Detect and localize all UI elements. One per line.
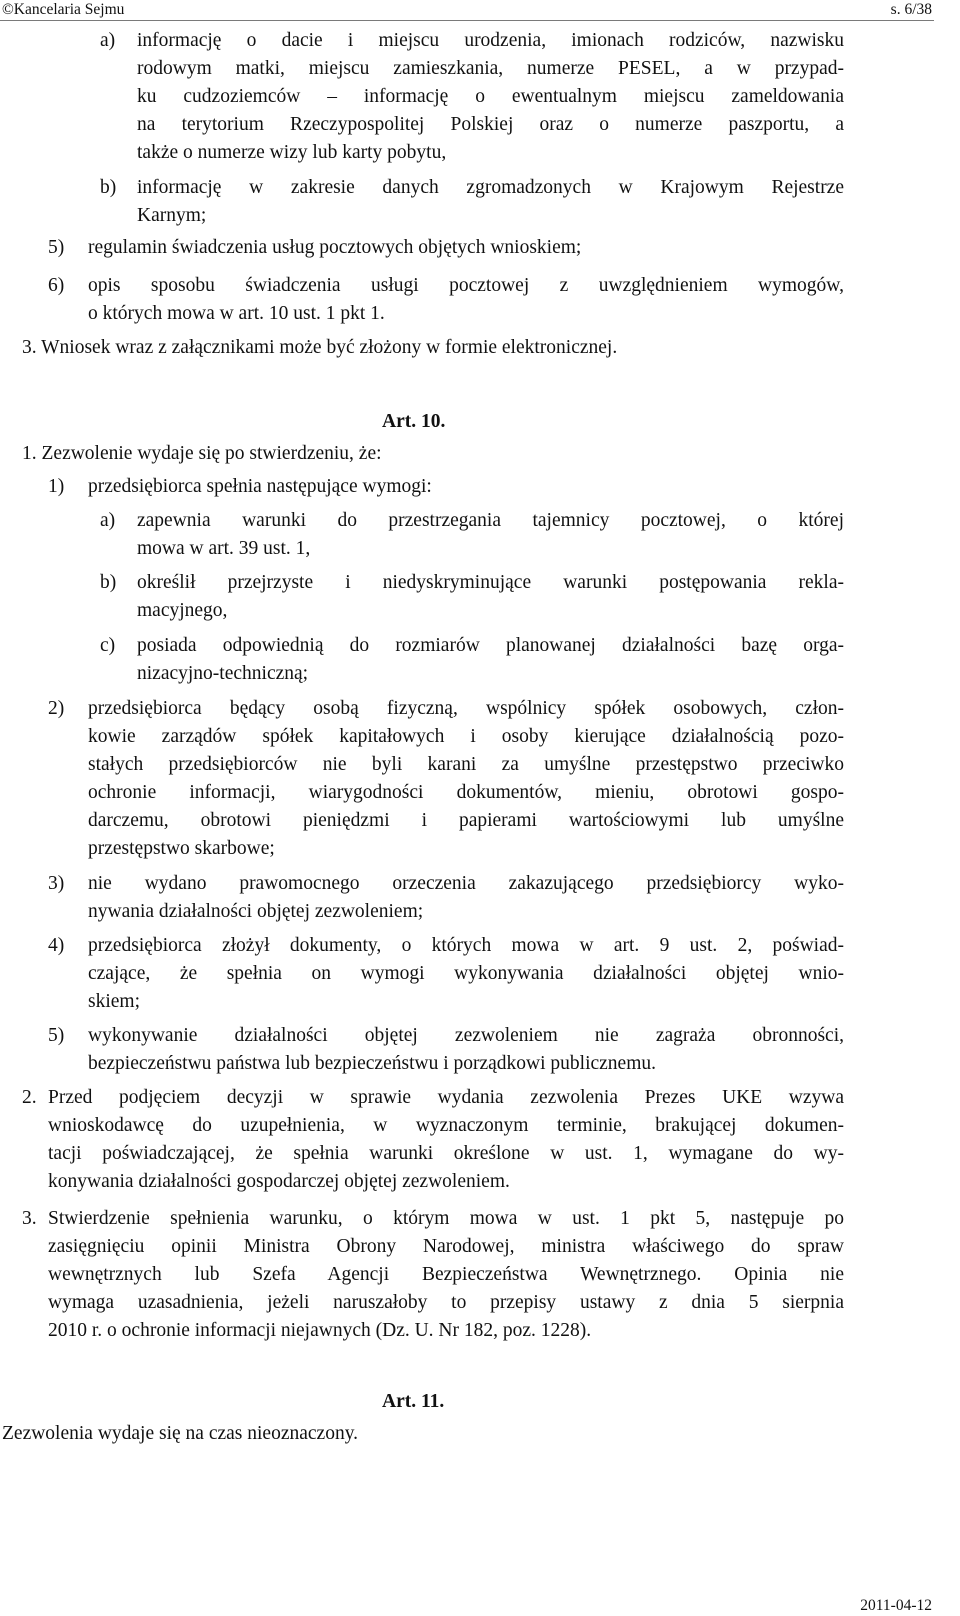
- art10-point-1-label: 1): [48, 476, 65, 497]
- art10-point-1-text: przedsiębiorca spełnia następujące wymogi:: [88, 476, 432, 497]
- art10-point-2-text: przedsiębiorca będący osobą fizyczną, wspólnicy spółek osobowych, człon- kowie zarządów spółek kapitałowych i osoby kierujące działalnością pozo- stałych przedsiębiorców nie byli karani za umyślne przestępstwo przeciwko ochronie informacji, wiarygodności dokumentów, mieniu, obrotowi gospo- darczemu, obrotowi pieniędzmi i papierami wartościowymi lub umyślne przestępstwo skarbowe;: [88, 698, 844, 859]
- art10-paragraph-3-label: 3.: [22, 1208, 37, 1229]
- art10-paragraph-3-text: Stwierdzenie spełnienia warunku, o którym mowa w ust. 1 pkt 5, następuje po zasięgnięciu opinii Ministra Obrony Narodowej, ministra właściwego do spraw wewnętrznych lub Szefa Agencji Bezpieczeństwa Wewnętrznego. Opinia nie wymaga uzasadnienia, jeżeli naruszałoby to przepisy ustawy z dnia 5 sierpnia 2010 r. o ochronie informacji niejawnych (Dz. U. Nr 182, poz. 1228).: [48, 1208, 844, 1341]
- article-11-title: Art. 11.: [382, 1391, 445, 1412]
- art10-item-a-label: a): [100, 510, 116, 531]
- paragraph-3: 3. Wniosek wraz z załącznikami może być złożony w formie elektronicznej.: [22, 337, 618, 358]
- art10-item-c-text: posiada odpowiednią do rozmiarów planowanej działalności bazę orga- nizacyjno-techniczną;: [137, 635, 844, 684]
- point-5-text: regulamin świadczenia usług pocztowych objętych wnioskiem;: [88, 237, 582, 258]
- art10-point-5-label: 5): [48, 1025, 65, 1046]
- art10-item-b-text: określił przejrzyste i niedyskryminujące warunki postępowania rekla- macyjnego,: [137, 572, 844, 621]
- art10-item-a-text: zapewnia warunki do przestrzegania tajemnicy pocztowej, o której mowa w art. 39 ust. 1,: [137, 510, 844, 559]
- art10-paragraph-2-label: 2.: [22, 1087, 37, 1108]
- art10-paragraph-2-text: Przed podjęciem decyzji w sprawie wydania zezwolenia Prezes UKE wzywa wnioskodawcę do uzupełnienia, w wyznaczonym terminie, brakującej dokumen- tacji poświadczającej, że spełnia warunki określone w ust. 1, wymagane do wy- konywania działalności gospodarczej objętej zezwoleniem.: [48, 1087, 844, 1192]
- art10-item-b-label: b): [100, 572, 117, 593]
- art10-paragraph-1: 1. Zezwolenie wydaje się po stwierdzeniu, że:: [22, 443, 382, 464]
- header-page-number: s. 6/38: [890, 1, 932, 18]
- header-divider: [0, 20, 934, 21]
- art10-point-2-label: 2): [48, 698, 65, 719]
- item-b-text: informację w zakresie danych zgromadzonych w Krajowym Rejestrze Karnym;: [137, 177, 844, 226]
- point-6-text: opis sposobu świadczenia usługi pocztowej z uwzględnieniem wymogów, o których mowa w art. 10 ust. 1 pkt 1.: [88, 275, 844, 324]
- item-b-label: b): [100, 177, 117, 198]
- point-6-label: 6): [48, 275, 65, 296]
- art10-point-3-label: 3): [48, 873, 65, 894]
- art10-point-5-text: wykonywanie działalności objętej zezwoleniem nie zagraża obronności, bezpieczeństwu państwa lub bezpieczeństwu i porządkowi publicznemu.: [88, 1025, 844, 1074]
- art10-point-4-label: 4): [48, 935, 65, 956]
- footer-date: 2011-04-12: [860, 1597, 932, 1614]
- item-a-text: informację o dacie i miejscu urodzenia, imionach rodziców, nazwisku rodowym matki, miejscu zamieszkania, numerze PESEL, a w przypad- ku cudzoziemców – informację o ewentualnym miejscu zameldowania na terytorium Rzeczypospolitej Polskiej oraz o numerze paszportu, a także o numerze wizy lub karty pobytu,: [137, 30, 844, 163]
- item-a-label: a): [100, 30, 116, 51]
- art10-point-3-text: nie wydano prawomocnego orzeczenia zakazującego przedsiębiorcy wyko- nywania działalności objętej zezwoleniem;: [88, 873, 844, 922]
- article-11-text: Zezwolenia wydaje się na czas nieoznaczony.: [2, 1423, 359, 1444]
- point-5-label: 5): [48, 237, 65, 258]
- article-10-title: Art. 10.: [382, 411, 446, 432]
- art10-point-4-text: przedsiębiorca złożył dokumenty, o których mowa w art. 9 ust. 2, poświad- czające, że spełnia on wymogi wykonywania działalności objętej wnio- skiem;: [88, 935, 844, 1012]
- art10-item-c-label: c): [100, 635, 116, 656]
- header-copyright: ©Kancelaria Sejmu: [2, 1, 125, 18]
